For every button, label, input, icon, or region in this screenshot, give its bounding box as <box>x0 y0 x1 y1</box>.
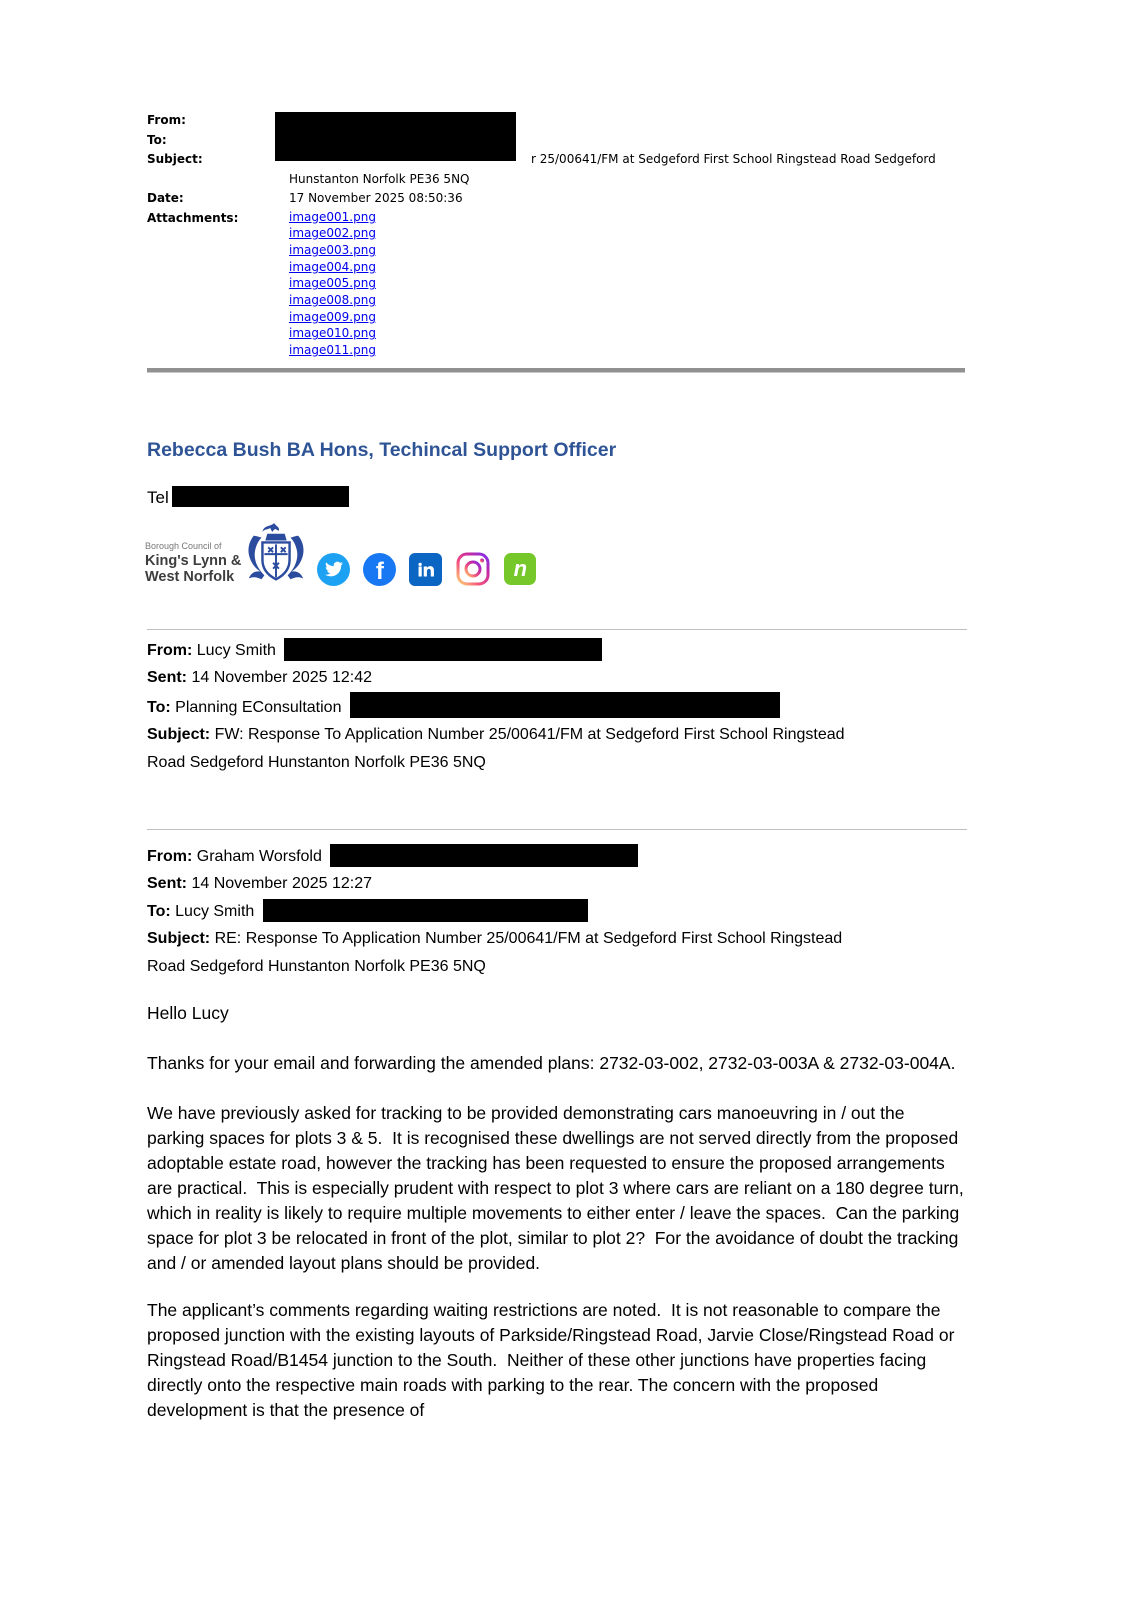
quote-from-line <box>147 637 967 664</box>
council-crest-icon <box>245 521 307 593</box>
subject-label: Subject: <box>147 152 203 166</box>
body-paragraph: The applicant’s comments regarding waiting restrictions are noted. It is not reasonable to compare the proposed junction with the existing layouts of Parkside/Ringstead Road, Jarvie Close/Ringstead Road or Ringstead Road/B1454 junction to the South. Neither of these other junctions have properties facing directly onto the respective main roads with parking to the rear. The concern with the proposed development is that the presence of <box>147 1300 960 1420</box>
quote-divider <box>147 829 967 830</box>
signature-tel-line <box>147 486 349 508</box>
quote-sent-line <box>147 870 967 897</box>
from-label: From: <box>147 113 186 127</box>
nextdoor-icon[interactable]: n <box>504 553 536 585</box>
header-row-subject-wrap <box>147 170 977 190</box>
subject-label: Subject: <box>147 930 211 948</box>
from-value: Lucy Smith <box>196 642 276 659</box>
to-label: To: <box>147 132 167 147</box>
attachment-link[interactable]: image002.png <box>289 226 376 241</box>
section-divider <box>147 368 965 373</box>
quote-subject-line <box>147 721 967 776</box>
sent-value: 14 November 2025 12:27 <box>191 875 373 893</box>
to-label: To: <box>147 698 171 716</box>
quoted-email-lucy-smith <box>147 629 967 776</box>
header-row-subject <box>147 150 977 170</box>
to-value: Lucy Smith <box>175 902 255 920</box>
to-label: To: <box>147 902 171 920</box>
date-value: 17 November 2025 08:50:36 <box>289 191 463 205</box>
council-logo-text <box>145 541 241 593</box>
linkedin-icon[interactable] <box>409 553 442 586</box>
council-logo-line3: West Norfolk <box>145 569 235 585</box>
signature-name-title: Rebecca Bush BA Hons, Techincal Support Officer <box>147 439 617 461</box>
attachment-link[interactable]: image011.png <box>289 343 376 358</box>
quote-from-line <box>147 843 967 870</box>
attachment-link[interactable]: image010.png <box>289 326 376 341</box>
body-paragraph: We have previously asked for tracking to be provided demonstrating cars manoeuvring in / out the parking spaces for plots 3 & 5. It is recognised these dwellings are not served directly from the proposed adoptable estate road, however the tracking has been requested to ensure the proposed arrangements are practical. This is especially prudent with respect to plot 3 where cars are reliant on a 180 degree turn, which in reality is likely to require multiple movements to either enter / leave the spaces. Can the parking space for plot 3 be relocated in front of the plot, similar to plot 2? For the avoidance of doubt the tracking and / or amended layout plans should be provided. <box>147 1103 969 1273</box>
quote-to-line <box>147 898 967 925</box>
header-row-date <box>147 189 977 209</box>
subject-value-line2: Road Sedgeford Hunstanton Norfolk PE36 5NQ <box>147 753 486 771</box>
subject-value-line2: Road Sedgeford Hunstanton Norfolk PE36 5NQ <box>147 957 486 975</box>
sent-label: Sent: <box>147 875 187 893</box>
greeting: Hello Lucy <box>147 1003 229 1023</box>
tel-label: Tel <box>147 488 169 507</box>
sent-label: Sent: <box>147 669 187 687</box>
header-row-attachments <box>147 209 977 359</box>
redaction-box-email <box>284 638 602 661</box>
instagram-icon[interactable] <box>455 551 491 587</box>
redaction-box-email <box>263 899 588 922</box>
quote-subject-line <box>147 925 967 980</box>
redaction-box-phone <box>172 486 349 507</box>
attachment-list <box>289 209 376 359</box>
redaction-box-recipients <box>275 112 516 161</box>
quote-to-line <box>147 692 967 721</box>
sent-value: 14 November 2025 12:42 <box>191 669 373 687</box>
attachment-link[interactable]: image004.png <box>289 259 376 274</box>
from-label: From: <box>147 642 193 659</box>
date-label: Date: <box>147 191 184 205</box>
attachment-link[interactable]: image003.png <box>289 242 376 257</box>
header-row-to <box>147 131 977 151</box>
attachments-label: Attachments: <box>147 210 239 225</box>
quote-sent-line <box>147 664 967 691</box>
body-paragraph: Thanks for your email and forwarding the amended plans: 2732-03-002, 2732-03-003A & 2732-03-004A. <box>147 1053 956 1073</box>
attachment-link[interactable]: image001.png <box>289 209 376 224</box>
twitter-icon[interactable] <box>317 553 350 586</box>
redaction-box-email <box>350 692 780 718</box>
social-icons <box>317 551 536 593</box>
council-logo-line1: Borough Council of <box>145 541 222 551</box>
quoted-email-graham-worsfold <box>147 829 967 980</box>
council-logo-line2: King's Lynn & <box>145 553 242 569</box>
subject-value-line1: r 25/00641/FM at Sedgeford First School Ringstead Road Sedgeford <box>531 152 936 166</box>
subject-label: Subject: <box>147 726 211 744</box>
header-row-from <box>147 111 977 131</box>
from-value: Graham Worsfold <box>196 848 322 865</box>
subject-value-line1: FW: Response To Application Number 25/00641/FM at Sedgeford First School Ringstead <box>214 726 845 744</box>
from-label: From: <box>147 848 193 865</box>
message-body <box>147 1001 969 1423</box>
attachment-link[interactable]: image005.png <box>289 276 376 291</box>
to-value: Planning EConsultation <box>175 698 342 716</box>
quote-divider <box>147 629 967 630</box>
attachment-link[interactable]: image009.png <box>289 309 376 324</box>
attachment-link[interactable]: image008.png <box>289 293 376 308</box>
subject-value-line2: Hunstanton Norfolk PE36 5NQ <box>289 171 470 186</box>
subject-value-line1: RE: Response To Application Number 25/00641/FM at Sedgeford First School Ringstead <box>214 930 843 948</box>
redaction-box-email <box>330 844 638 867</box>
facebook-icon[interactable]: f <box>363 553 396 586</box>
council-logo-row <box>145 521 536 593</box>
message-header <box>147 111 977 359</box>
